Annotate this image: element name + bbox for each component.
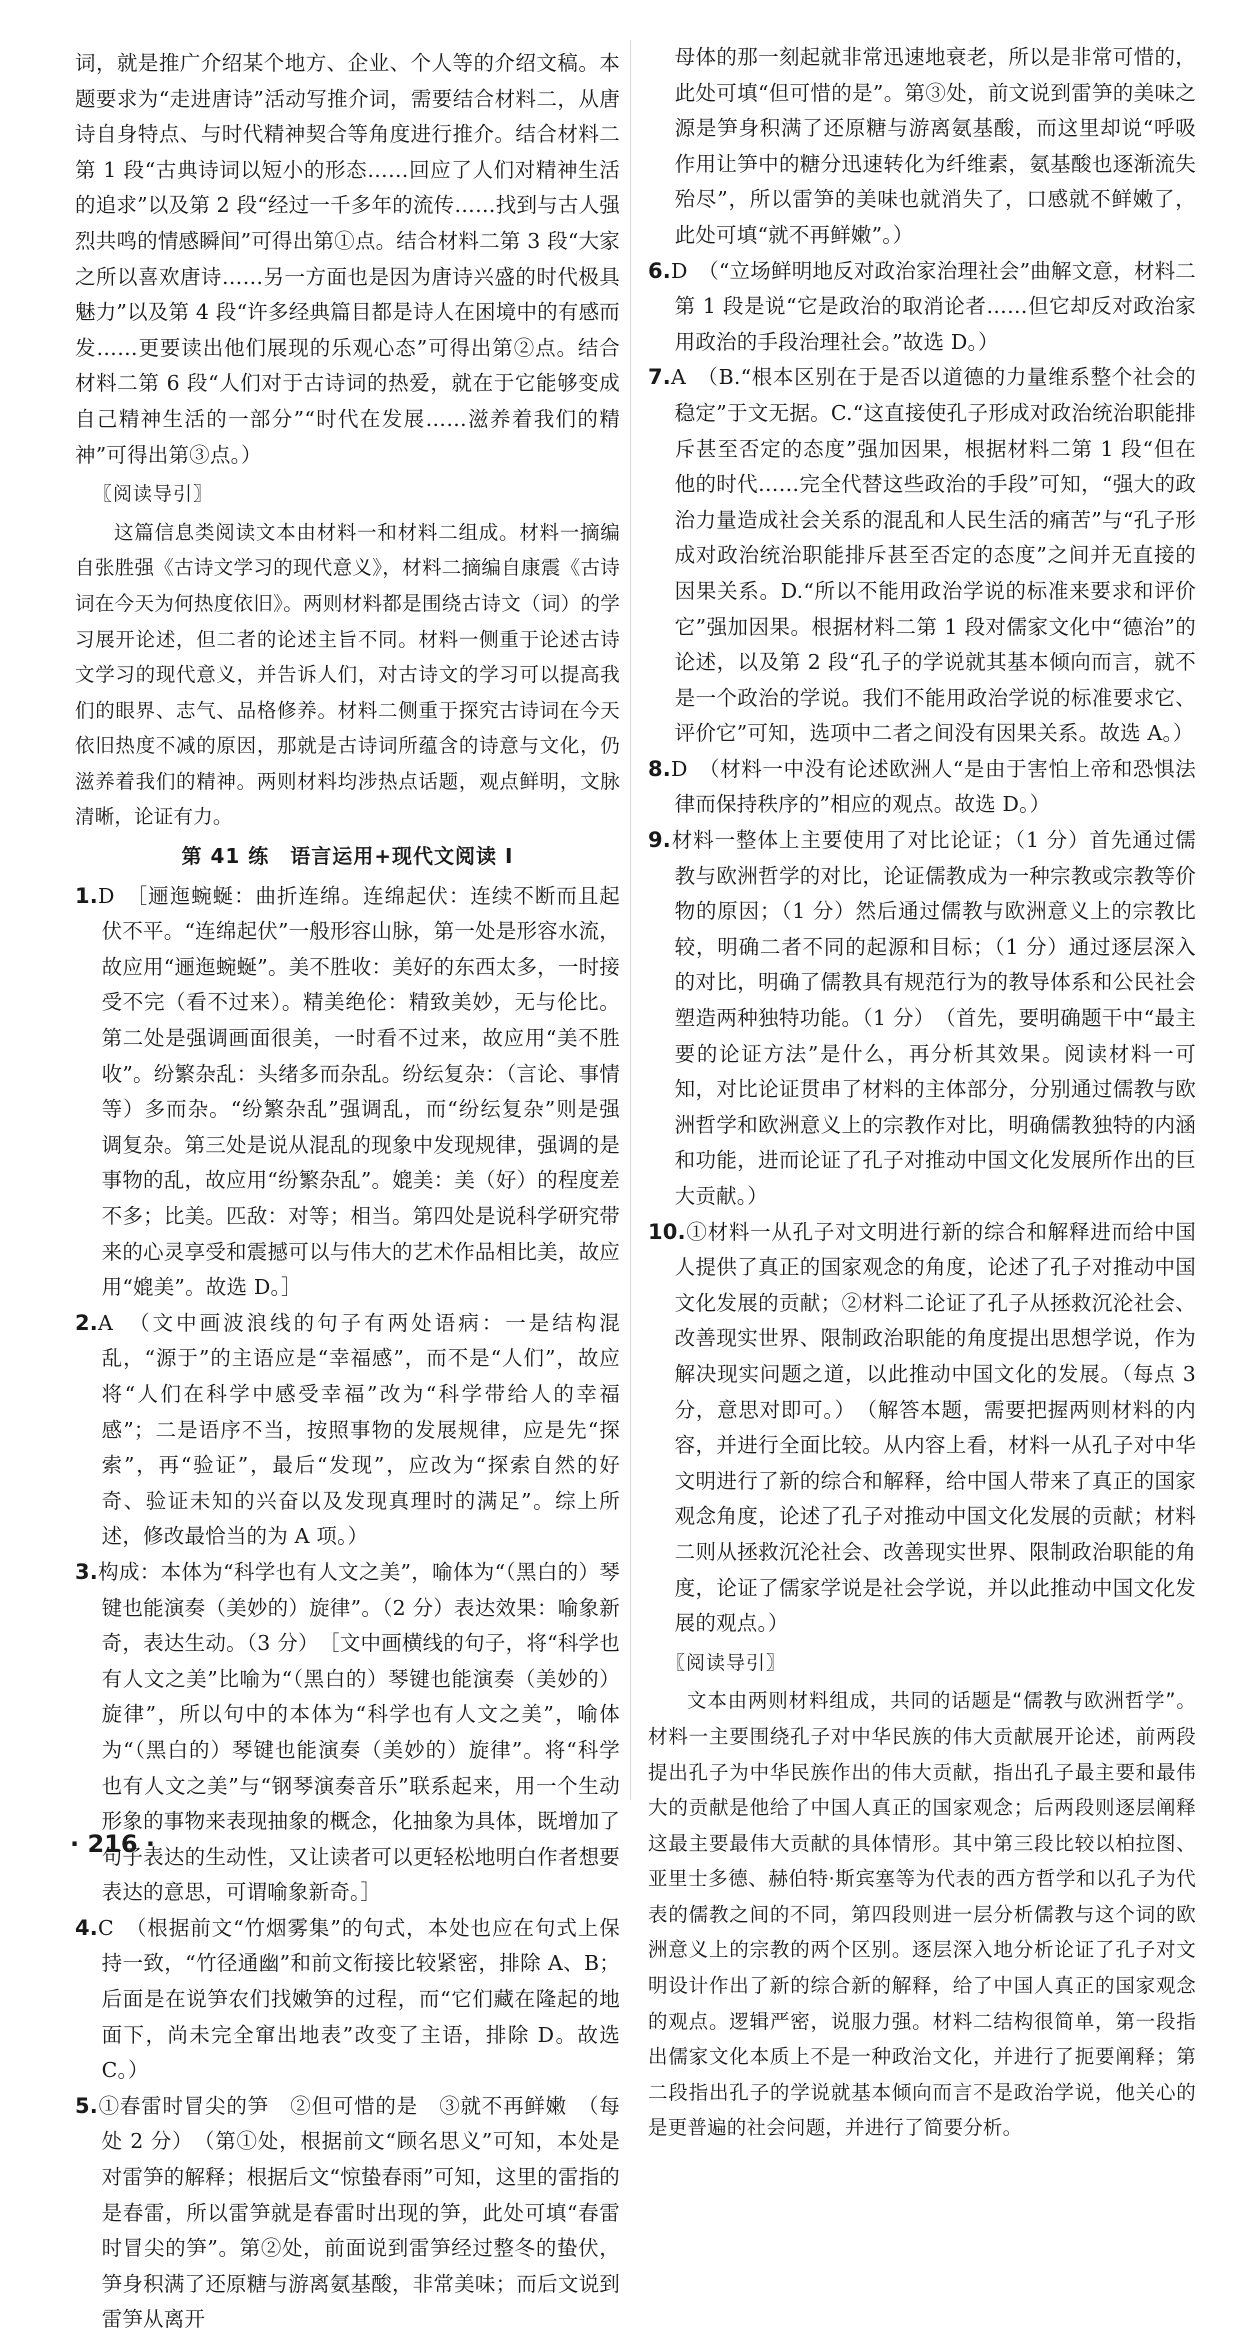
continued-answer: 词，就是推广介绍某个地方、企业、个人等的介绍文稿。本题要求为“走进唐诗”活动写推介词，需要结合材料二，从唐诗自身特点、与时代精神契合等角度进行推介。结合材料二第 1 段“古典诗词以短小的形态……回应了人们对精神生活的追求”以及第 2 段“经过一千多年的流传……找到与古人强烈共鸣的情感瞬间”可得出第①点。结合材料二第 3 段“大家之所以喜欢唐诗……另一方面也是因为唐诗兴盛的时代极具魅力”以及第 4 段“许多经典篇目都是诗人在困境中的有感而发……更要读出他们展现的乐观心态”可得出第②点。结合材料二第 6 段“人们对于古诗词的热爱，就在于它能够变成自己精神生活的一部分”“时代在发展……滋养着我们的精神”可得出第③点。） — [75, 51, 620, 467]
reading-guide-text: 这篇信息类阅读文本由材料一和材料二组成。材料一摘编自张胜强《古诗文学习的现代意义》，材料二摘编自康震《古诗词在今天为何热度依旧》。两则材料都是围绕古诗文（词）的学习展开论述，但二者的论述主旨不同。材料一侧重于论述古诗文学习的现代意义，并告诉人们，对古诗文的学习可以提高我们的眼界、志气、品格修养。材料二侧重于探究古诗词在今天依旧热度不减的原因，那就是古诗词所蕴含的诗意与文化，仍滋养着我们的精神。两则材料均涉热点话题，观点鲜明，文脉清晰，论证有力。 — [75, 520, 620, 829]
answer-item: 2.A （文中画波浪线的句子有两处语病：一是结构混乱，“源于”的主语应是“幸福感”，而不是“人们”，故应将“人们在科学中感受幸福”改为“科学带给人的幸福感”；二是语序不当，按照事物的发展规律，应是先“探索”，再“验证”，最后“发现”，应改为“探索自然的好奇、验证未知的兴奋以及发现真理时的满足”。综上所述，修改最恰当的为 A 项。） — [75, 1310, 620, 1549]
continued-answer: 母体的那一刻起就非常迅速地衰老，所以是非常可惜的，此处可填“但可惜的是”。第③处，前文说到雷笋的美味之源是笋身积满了还原糖与游离氨基酸，而这里却说“呼吸作用让笋中的糖分迅速转化为纤维素，氨基酸也逐渐流失殆尽”，所以雷笋的美味也就消失了，口感就不鲜嫩了，此处可填“就不再鲜嫩”。） — [674, 45, 1196, 247]
answer-item: 10.①材料一从孔子对文明进行新的综合和解释进而给中国人提供了真正的国家观念的角度，论述了孔子对推动中国文化发展的贡献；②材料二论证了孔子从拯救沉沦社会、改善现实世界、限制政治职能的角度提出思想学说，作为解决现实问题之道，以此推动中国文化的发展。（每点 3 分，意思对即可。） （解答本题，需要把握两则材料的内容，并进行全面比较。从内容上看，材料一从孔子对中华文明进行了新的综合和解释，给中国人带来了真正的国家观念角度，论述了孔子对推动中国文化发展的贡献；材料二则从拯救沉沦社会、改善现实世界、限制政治职能的角度，论证了儒家学说是社会学说，并以此推动中国文化发展的观点。） — [648, 1219, 1196, 1636]
reading-guide-heading: 〖阅读导引〗 — [666, 1651, 787, 1674]
reading-guide-heading: 〖阅读导引〗 — [93, 483, 214, 506]
answer-item: 6.D （“立场鲜明地反对政治家治理社会”曲解文意，材料二第 1 段是说“它是政治的取消论者……但它却反对政治家用政治的手段治理社会。”故选 D。） — [648, 258, 1196, 354]
page-number: · 216 · — [70, 1830, 156, 1858]
reading-guide-text: 文本由两则材料组成，共同的话题是“儒教与欧洲哲学”。材料一主要围绕孔子对中华民族的伟大贡献展开论述，前两段提出孔子为中华民族作出的伟大贡献，指出孔子最主要和最伟大的贡献是他给了中国人真正的国家观念；后两段则逐层阐释这最主要最伟大贡献的具体情形。其中第三段比较以柏拉图、亚里士多德、赫伯特·斯宾塞等为代表的西方哲学和以孔子为代表的儒教之间的不同，第四段则进一层分析儒教与这个词的欧洲意义上的宗教的两个区别。逐层深入地分析论证了孔子对文明设计作出了新的综合新的解释，给了中国人真正的国家观念的观点。逻辑严密，说服力强。材料二结构很简单，第一段指出儒家文化本质上不是一种政治文化，并进行了扼要阐释；第二段指出孔子的学说就基本倾向而言不是政治学说，他关心的是更普遍的社会问题，并进行了简要分析。 — [648, 1689, 1196, 2140]
answer-item: 3.构成：本体为“科学也有人文之美”，喻体为“（黑白的）琴键也能演奏（美妙的）旋律”。（2 分）表达效果：喻象新奇，表达生动。（3 分） ［文中画横线的句子，将“科学也有人文之美”比喻为“（黑白的）琴键也能演奏（美妙的）旋律”，所以句中的本体为“科学也有人文之美”，喻体为“（黑白的）琴键也能演奏（美妙的）旋律”。将“科学也有人文之美”与“钢琴演奏音乐”联系起来，用一个生动形象的事物来表现抽象的概念，化抽象为具体，既增加了句子表达的生动性，又让读者可以更轻松地明白作者想要表达的意思，可谓喻象新奇。］ — [75, 1559, 620, 1905]
answer-item: 5.①春雷时冒尖的笋 ②但可惜的是 ③就不再鲜嫩 （每处 2 分） （第①处，根据前文“顾名思义”可知，本处是对雷笋的解释；根据后文“惊蛰春雨”可知，这里的雷指的是春雷，所以雷笋就是春雷时出现的笋，此处可填“春雷时冒尖的笋”。第②处，前面说到雷笋经过整冬的蛰伏，笋身积满了还原糖与游离氨基酸，非常美味；而后文说到雷笋从离开 — [75, 2093, 620, 2332]
answer-item: 4.C （根据前文“竹烟雾集”的句式，本处也应在句式上保持一致，“竹径通幽”和前文衔接比较紧密，排除 A、B；后面是在说笋农们找嫩笋的过程，而“它们藏在隆起的地面下，尚未完全窜出地表”改变了主语，排除 D。故选 C。） — [75, 1915, 620, 2083]
answer-item: 7.A （B.“根本区别在于是否以道德的力量维系整个社会的稳定”于文无据。C.“这直接使孔子形成对政治统治职能排斥甚至否定的态度”强加因果，根据材料二第 1 段“但在他的时代……完全代替这些政治的手段”可知，“强大的政治力量造成社会关系的混乱和人民生活的痛苦”与“孔子形成对政治统治职能排斥甚至否定的态度”之间并无直接的因果关系。D.“所以不能用政治学说的标准来要求和评价它”强加因果。根据材料二第 1 段对儒家文化中“德治”的论述，以及第 2 段“孔子的学说就其基本倾向而言，就不是一个政治的学说。我们不能用政治学说的标准要求它、评价它”可知，选项中二者之间没有因果关系。故选 A。） — [648, 365, 1196, 746]
left-column — [75, 46, 620, 2338]
answer-item: 1.D ［逦迤蜿蜒：曲折连绵。连绵起伏：连续不断而且起伏不平。“连绵起伏”一般形容山脉，第一处是形容水流，故应用“逦迤蜿蜒”。美不胜收：美好的东西太多，一时接受不完（看不过来）。精美绝伦：精致美妙，无与伦比。第二处是强调画面很美，一时看不过来，故应用“美不胜收”。纷繁杂乱：头绪多而杂乱。纷纭复杂：（言论、事情等）多而杂。“纷繁杂乱”强调乱，而“纷纭复杂”则是强调复杂。第三处是说从混乱的现象中发现规律，强调的是事物的乱，故应用“纷繁杂乱”。媲美：美（好）的程度差不多；比美。匹敌：对等；相当。第四处是说科学研究带来的心灵享受和震撼可以与伟大的艺术作品相比美，故应用“媲美”。故选 D。］ — [75, 883, 620, 1300]
answer-item: 8.D （材料一中没有论述欧洲人“是由于害怕上帝和恐惧法律而保持秩序的”相应的观点。故选 D。） — [648, 756, 1196, 817]
answer-item: 9.材料一整体上主要使用了对比论证；（1 分）首先通过儒教与欧洲哲学的对比，论证儒教成为一种宗教或宗教等价物的原因；（1 分）然后通过儒教与欧洲意义上的宗教比较，明确二者不同的起源和目标；（1 分）通过逐层深入的对比，明确了儒教具有规范行为的教导体系和公民社会塑造两种独特功能。（1 分） （首先，要明确题干中“最主要的论证方法”是什么，再分析其效果。阅读材料一可知，对比论证贯串了材料的主体部分，分别通过儒教与欧洲哲学和欧洲意义上的宗教作对比，明确儒教独特的内涵和功能，进而论证了孔子对推动中国文化发展所作出的巨大贡献。） — [648, 828, 1196, 1208]
right-column — [648, 40, 1196, 2146]
column-divider — [630, 40, 631, 1800]
section-title: 第 41 练 语言运用+现代文阅读 Ⅰ — [181, 844, 514, 869]
